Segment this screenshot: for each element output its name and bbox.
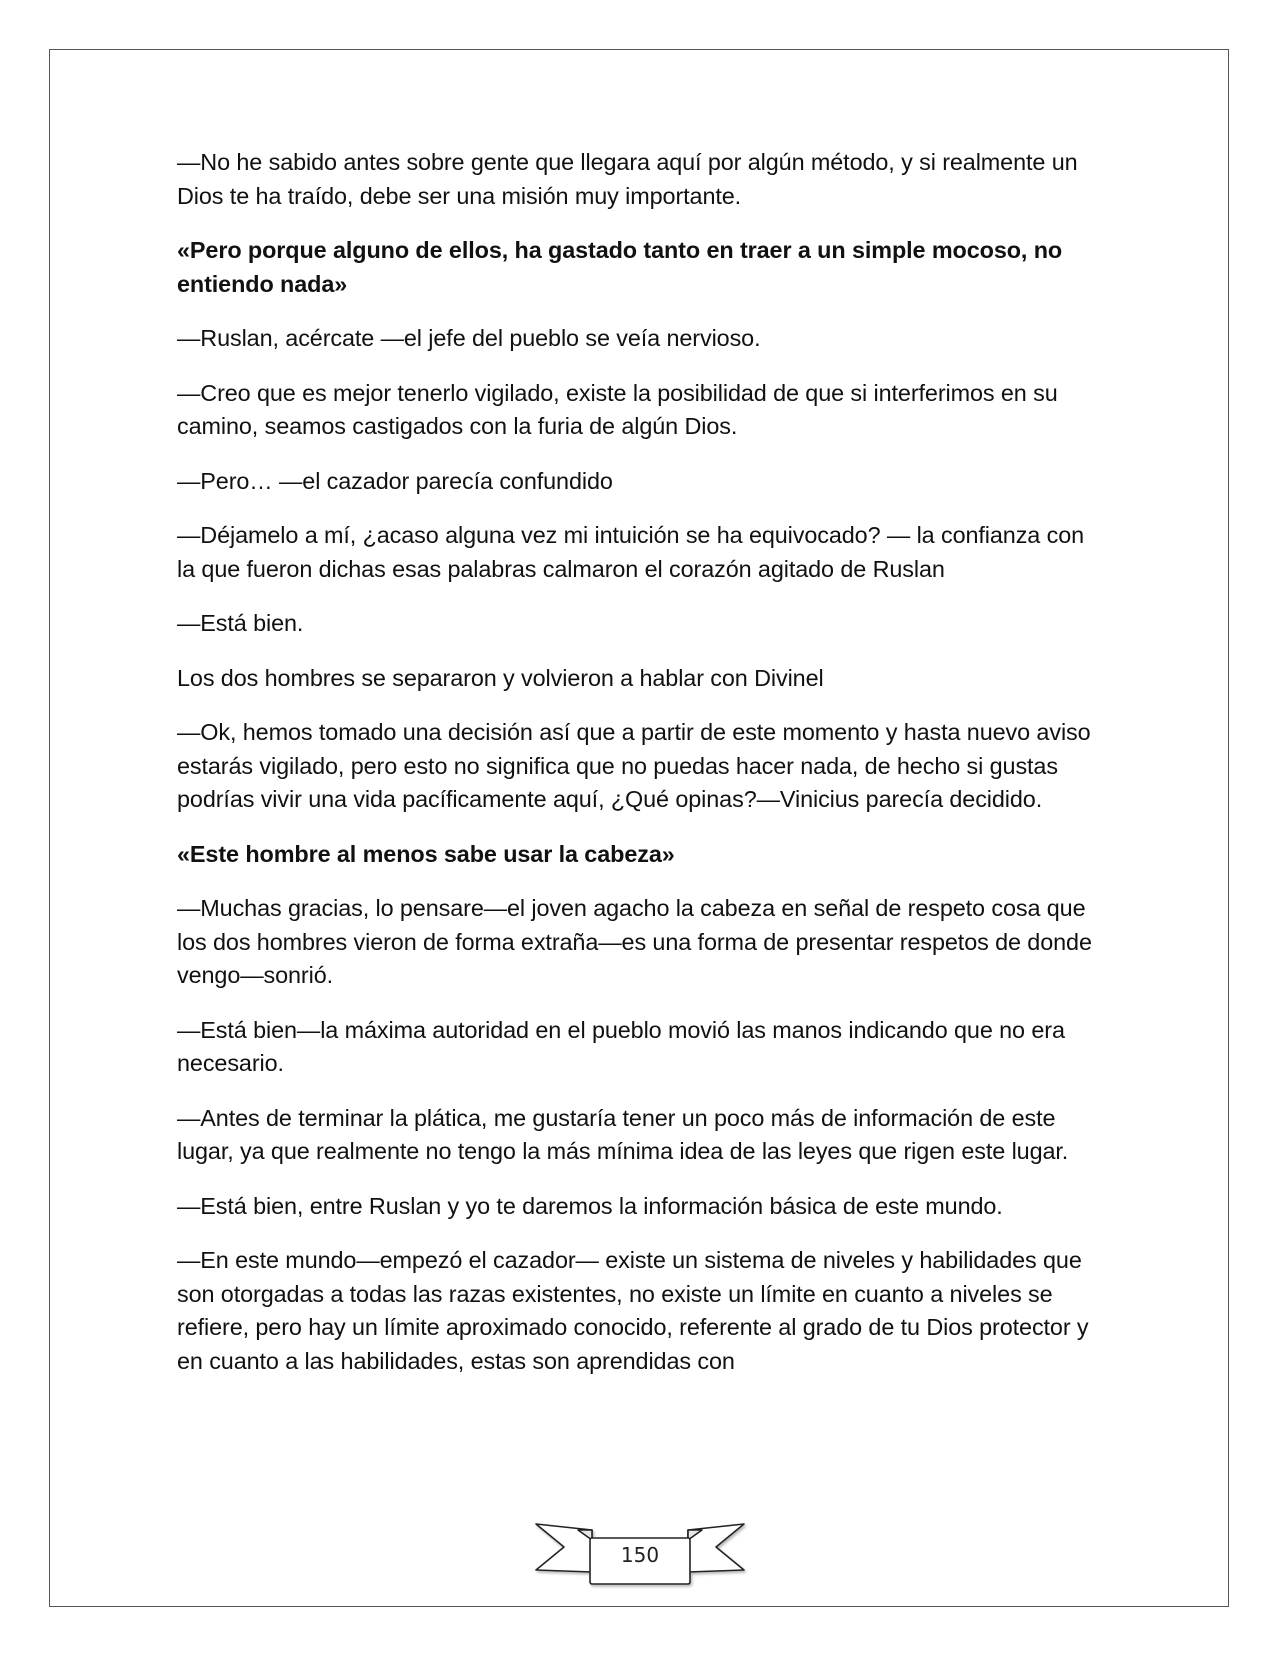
paragraph-8: Los dos hombres se separaron y volvieron a hablar con Divinel: [177, 664, 824, 691]
paragraph-14: —Está bien, entre Ruslan y yo te daremos la información básica de este mundo.: [177, 1192, 1003, 1219]
paragraph-6: —Déjamelo a mí, ¿acaso alguna vez mi intuición se ha equivocado? — la confianza con la que fueron dichas esas palabras calmaron el corazón agitado de Ruslan: [177, 522, 1085, 582]
paragraph-4: —Creo que es mejor tenerlo vigilado, existe la posibilidad de que si interferimos en su camino, seamos castigados con la furia de algún Dios.: [177, 379, 1058, 439]
page-number-banner: [530, 1520, 750, 1590]
paragraph-13: —Antes de terminar la plática, me gustaría tener un poco más de información de este lugar, ya que realmente no tengo la más mínima idea de las leyes que rigen este lugar.: [177, 1104, 1069, 1164]
paragraph-1: —No he sabido antes sobre gente que llegara aquí por algún método, y si realmente un Dios te ha traído, debe ser una misión muy importante.: [177, 149, 1078, 209]
paragraph-3: —Ruslan, acércate —el jefe del pueblo se veía nervioso.: [177, 325, 761, 351]
paragraph-11: —Muchas gracias, lo pensare—el joven agacho la cabeza en señal de respeto cosa que los dos hombres vieron de forma extraña—es una forma de presentar respetos de donde vengo—sonrió.: [177, 895, 1092, 988]
paragraph-7: —Está bien.: [177, 610, 304, 636]
paragraph-9: —Ok, hemos tomado una decisión así que a partir de este momento y hasta nuevo aviso estarás vigilado, pero esto no significa que no puedas hacer nada, de hecho si gustas podrías vivir una vida pacíficamente aquí, ¿Qué opinas?—Vinicius parecía decidido.: [177, 719, 1091, 812]
paragraph-10-thought: «Este hombre al menos sabe usar la cabeza»: [177, 840, 675, 867]
page-number: 150: [620, 1543, 660, 1567]
document-body: [177, 146, 1107, 1399]
paragraph-15: —En este mundo—empezó el cazador— existe un sistema de niveles y habilidades que son otorgadas a todas las razas existentes, no existe un límite en cuanto a niveles se refiere, pero hay un límite aproximado conocido, referente al grado de tu Dios protector y en cuanto a las habilidades, estas son aprendidas con: [177, 1247, 1089, 1374]
paragraph-2-thought: «Pero porque alguno de ellos, ha gastado tanto en traer a un simple mocoso, no entiendo nada»: [177, 237, 1063, 297]
paragraph-12: —Está bien—la máxima autoridad en el pueblo movió las manos indicando que no era necesario.: [177, 1016, 1065, 1076]
paragraph-5: —Pero… —el cazador parecía confundido: [177, 467, 613, 494]
